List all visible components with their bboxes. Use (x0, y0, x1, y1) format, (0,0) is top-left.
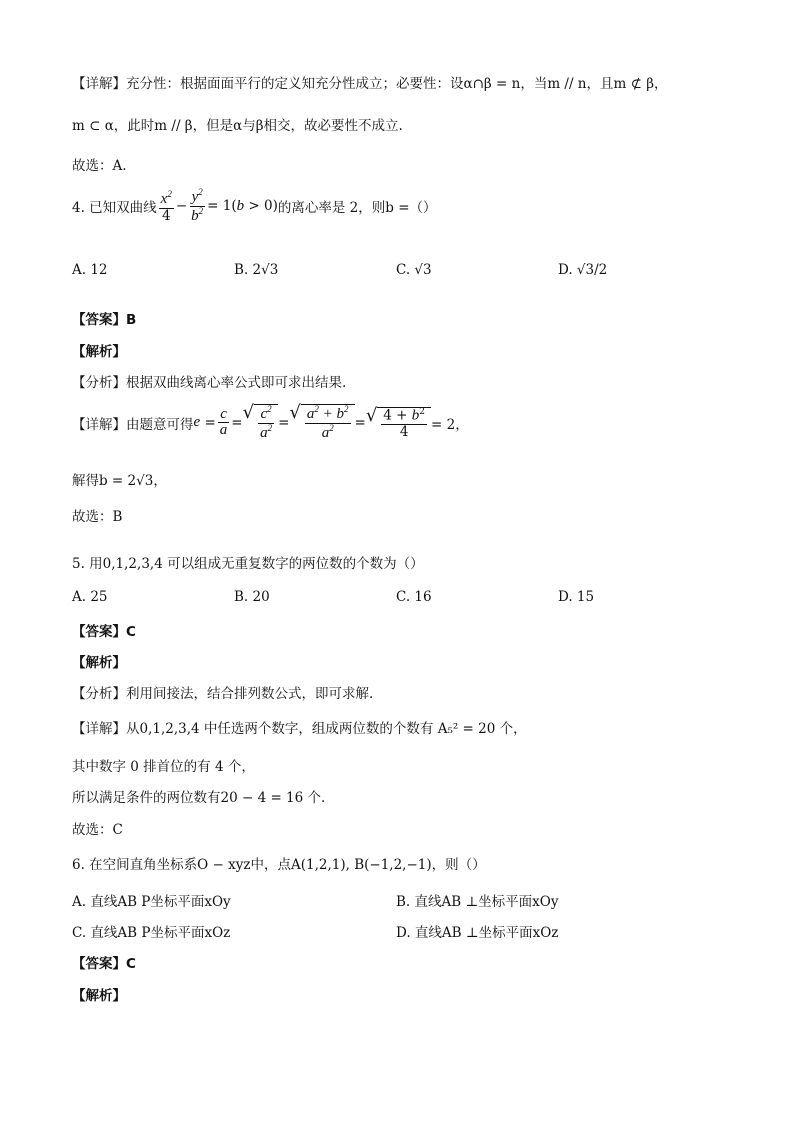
question-4: 4. 已知双曲线 $\frac{x^2}{4}$ − $\frac{y^2}{b^2}$ = 1(b > 0) 的离心率是 2，则b =（） (72, 187, 437, 224)
fraction-x2-over-4: $\frac{x^2}{4}$ (160, 188, 172, 224)
detail-text-line-2: m ⊂ α，此时m // β，但是α与β相交，故必要性不成立. (72, 118, 403, 134)
fraction-y2-over-b2: $\frac{y^2}{b^2}$ (191, 187, 204, 224)
choose-answer-a: 故选：A. (72, 158, 127, 174)
analysis-4: 【分析】根据双曲线离心率公式即可求出结果. (72, 375, 347, 391)
answer-4: 【答案】B (72, 312, 137, 328)
solution-4: 解得b = 2√3， (72, 473, 167, 489)
detail-5-line-3: 所以满足条件的两位数有20 − 4 = 16 个. (72, 790, 326, 806)
q4-option-d: D. √3/2 (558, 262, 608, 278)
detail-text-line-1: 【详解】充分性：根据面面平行的定义知充分性成立；必要性：设α∩β = n，当m // n，且m ⊄ β， (72, 76, 668, 92)
q6-option-b: B. 直线AB ⊥坐标平面xOy (396, 894, 559, 910)
sqrt-c2-over-a2: √ $\frac{c^2}{a^2}$ (243, 404, 278, 442)
answer-6: 【答案】C (72, 956, 136, 972)
detail-4-prefix: 【详解】由题意可得 (72, 416, 194, 433)
answer-5: 【答案】C (72, 624, 136, 640)
q4-option-c: C. √3 (396, 262, 432, 278)
analysis-header-4: 【解析】 (72, 344, 126, 360)
question-6: 6. 在空间直角坐标系O − xyz中，点A(1,2,1), B(−1,2,−1)，则（） (72, 857, 486, 873)
question-4-prefix: 4. 已知双曲线 (72, 200, 157, 217)
q4-option-a: A. 12 (72, 262, 108, 278)
analysis-5: 【分析】利用间接法，结合排列数公式，即可求解. (72, 686, 374, 702)
detail-5: 【详解】从0,1,2,3,4 中任选两个数字，组成两位数的个数有 A₅² = 20 个， (72, 721, 527, 737)
q5-option-a: A. 25 (72, 589, 108, 605)
q5-option-d: D. 15 (558, 589, 595, 605)
q5-option-b: B. 20 (234, 589, 270, 605)
q6-option-a: A. 直线AB P坐标平面xOy (72, 894, 231, 910)
q6-option-d: D. 直线AB ⊥坐标平面xOz (396, 925, 559, 941)
sqrt-a2-plus-b2-over-a2: √ $\frac{a^2 + b^2}{a^2}$ (289, 404, 354, 442)
q4-option-b: B. 2√3 (234, 262, 279, 278)
choose-answer-b: 故选：B (72, 509, 123, 525)
q6-option-c: C. 直线AB P坐标平面xOz (72, 925, 231, 941)
choose-answer-c: 故选：C (72, 822, 123, 838)
fraction-c-over-a: $\frac{c}{a}$ (219, 405, 228, 439)
question-5: 5. 用0,1,2,3,4 可以组成无重复数字的两位数的个数为（） (72, 556, 424, 572)
analysis-header-6: 【解析】 (72, 988, 126, 1004)
detail-4: 【详解】由题意可得 e = $\frac{c}{a}$ = √ $\frac{c^2}{a^2}$ = √ $\frac{a^2 + b^2}{a^2}$ = √ $\frac{4 + b^2}{4}$ = 2， (72, 402, 469, 441)
sqrt-4-plus-b2-over-4: √ $\frac{4 + b^2}{4}$ (366, 407, 431, 439)
q5-option-c: C. 16 (396, 589, 432, 605)
detail-5-line-2: 其中数字 0 排首位的有 4 个， (72, 759, 255, 775)
detail-4-suffix: = 2， (431, 416, 469, 433)
analysis-header-5: 【解析】 (72, 655, 126, 671)
question-4-suffix: 的离心率是 2，则b =（） (277, 200, 437, 217)
